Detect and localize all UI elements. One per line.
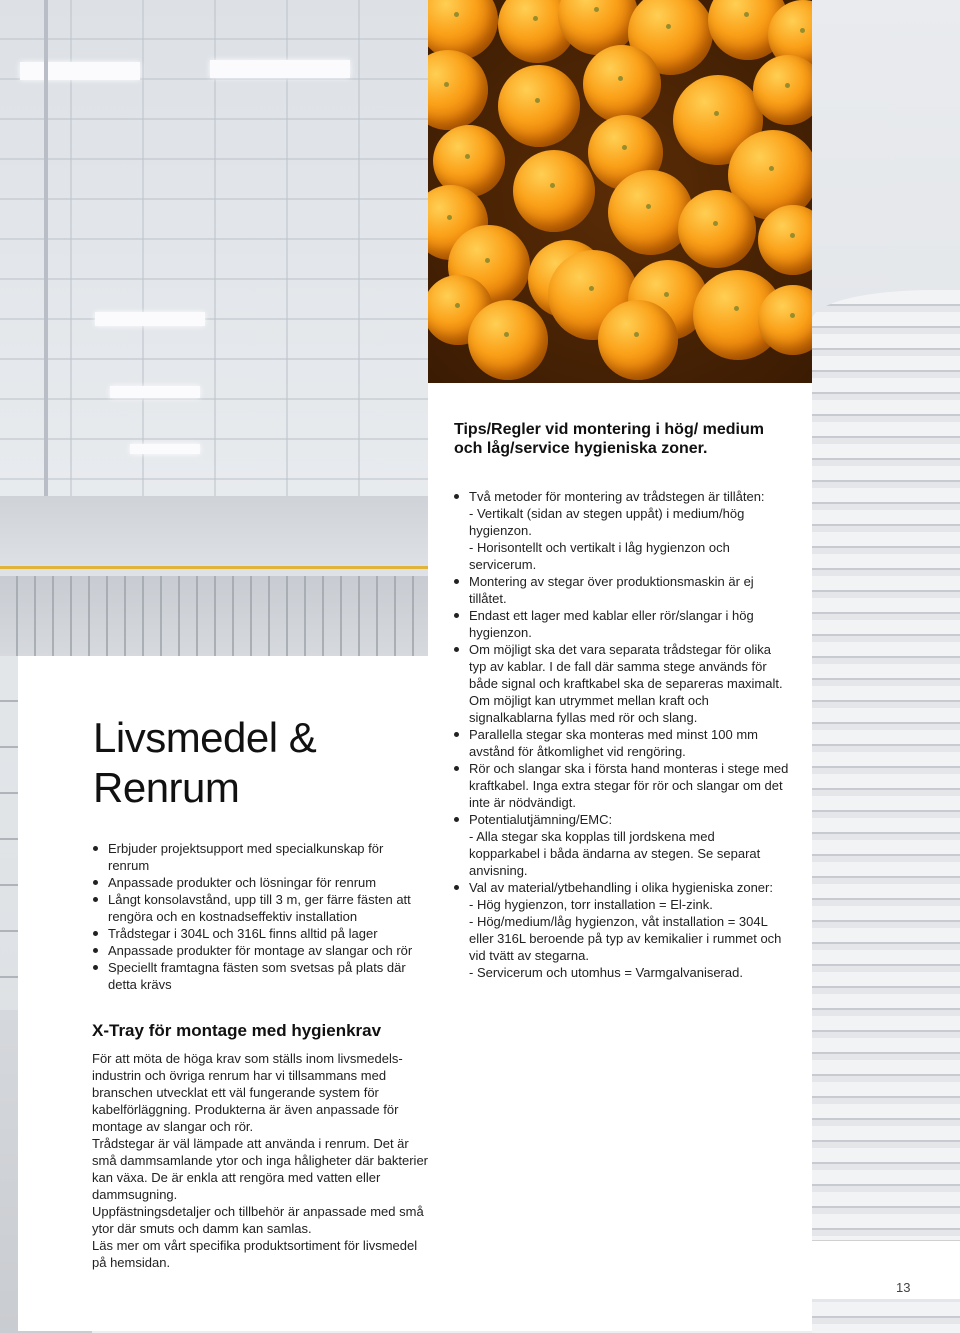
ceiling-light <box>130 444 200 454</box>
page-heading <box>93 713 423 813</box>
page-number-panel <box>812 1240 960 1299</box>
structural-beam <box>0 496 430 576</box>
list-item <box>454 760 789 811</box>
xtray-title: X-Tray för montage med hygienkrav <box>92 1021 382 1040</box>
catwalk-railing <box>0 576 430 656</box>
tips-item-text: Om möjligt ska det vara separata trådstegar för olika typ av kablar. I de fall där samma stege används för både signal och kraftkabel ska de separeras maximalt. Om möjligt kan utrymmet mellan kraft och signalkablarna fyllas med rör och slang. <box>469 642 783 725</box>
tips-item-sub: - Alla stegar ska kopplas till jordskena med kopparkabel i båda ändarna av stegen. Se separat anvisning. <box>469 829 761 878</box>
page-number: 13 <box>896 1280 911 1295</box>
oranges-photo <box>428 0 812 383</box>
list-item: Erbjuder projektsupport med specialkunskap för renrum <box>93 840 423 874</box>
list-item: Anpassade produkter för montage av slangar och rör <box>93 942 423 959</box>
tips-item-sub: - Hög/medium/låg hygienzon, våt installation = 304L eller 316L beroende på typ av kemikalier i rummet och vid tvätt av stegarna. <box>469 914 782 963</box>
steel-tank <box>812 290 960 1333</box>
xtray-paragraph: Läs mer om vårt specifika produktsortiment för livsmedel på hemsidan. <box>92 1238 418 1270</box>
xtray-paragraph: Uppfästningsdetaljer och tillbehör är anpassade med små ytor där smuts och damm kan samlas. <box>92 1204 424 1236</box>
list-item <box>454 607 789 641</box>
ceiling-light <box>110 386 200 398</box>
list-item: Speciellt framtagna fästen som svetsas på plats där detta krävs <box>93 959 423 993</box>
list-item <box>454 879 789 981</box>
list-item <box>454 811 789 879</box>
ceiling-light <box>95 312 205 326</box>
list-item <box>454 573 789 607</box>
tips-item-text: Endast ett lager med kablar eller rör/slangar i hög hygienzon. <box>469 608 754 640</box>
vertical-pipe <box>44 0 48 500</box>
tips-item-sub: - Servicerum och utomhus = Varmgalvaniserad. <box>469 965 743 980</box>
page-heading-line2: Renrum <box>93 764 240 811</box>
features-list <box>93 840 423 993</box>
tips-item-text: Rör och slangar ska i första hand monteras i stege med kraftkabel. Inga extra stegar för rör och slangar om det inte är nödvändigt. <box>469 761 789 810</box>
list-item <box>454 641 789 726</box>
list-item: Trådstegar i 304L och 316L finns alltid på lager <box>93 925 423 942</box>
tips-item-sub: - Hög hygienzon, torr installation = El-zink. <box>469 897 713 912</box>
tips-list <box>454 488 789 981</box>
tips-item-sub: - Horisontellt och vertikalt i låg hygienzon och servicerum. <box>469 540 730 572</box>
xtray-body <box>92 1050 432 1271</box>
yellow-cable-tray <box>0 566 430 569</box>
page-heading-line1: Livsmedel & <box>93 714 317 761</box>
tips-item-text: Parallella stegar ska monteras med minst 100 mm avstånd för åtkomlighet vid rengöring. <box>469 727 759 759</box>
tips-item-text: Två metoder för montering av trådstegen är tillåten: <box>469 489 765 504</box>
tips-item-sub: - Vertikalt (sidan av stegen uppåt) i medium/hög hygienzon. <box>469 506 745 538</box>
tips-item-text: Potentialutjämning/EMC: <box>469 812 613 827</box>
tips-title: Tips/Regler vid montering i hög/ medium och låg/service hygieniska zoner. <box>454 421 764 457</box>
list-item <box>454 726 789 760</box>
ceiling-light <box>20 62 140 80</box>
list-item: Långt konsolavstånd, upp till 3 m, ger färre fästen att rengöra och en kostnadseffektiv installation <box>93 891 423 925</box>
xtray-paragraph: Trådstegar är väl lämpade att använda i renrum. Det är små dammsamlande ytor och inga håligheter där bakterier kan växa. De är enkla att rengöra med vatten eller dammsugning. <box>92 1136 429 1202</box>
xtray-paragraph: För att möta de höga krav som ställs inom livsmedels-industrin och övriga renrum har vi tillsammans med branschen utvecklat ett väl fungerande system för kabelförläggning. Produkterna är även anpassade för montage av slangar och rör. <box>92 1051 403 1134</box>
list-item: Anpassade produkter och lösningar för renrum <box>93 874 423 891</box>
ceiling-light <box>210 60 350 78</box>
tips-item-text: Val av material/ytbehandling i olika hygieniska zoner: <box>469 880 773 895</box>
list-item <box>454 488 789 573</box>
tips-item-text: Montering av stegar över produktionsmaskin är ej tillåtet. <box>469 574 754 606</box>
